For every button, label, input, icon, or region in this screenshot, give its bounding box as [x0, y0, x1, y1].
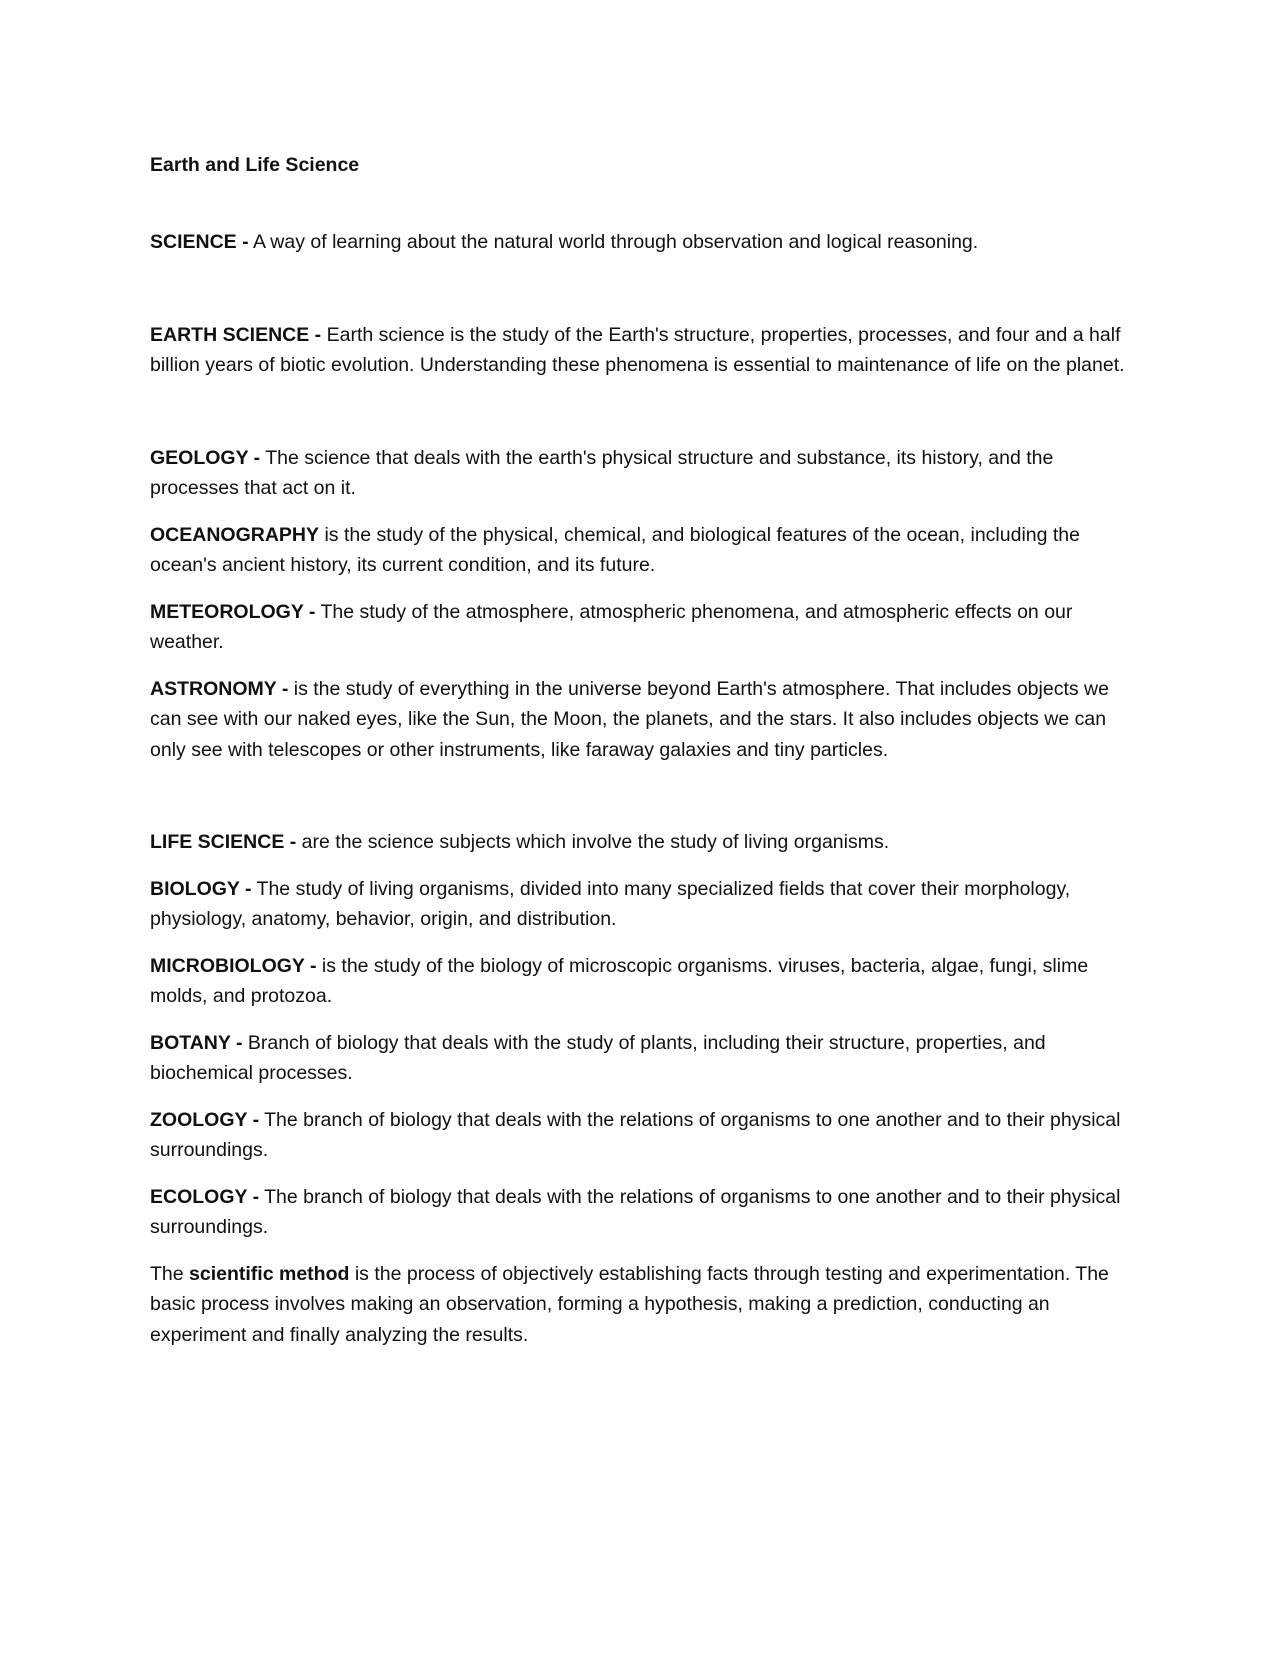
term-label: ZOOLOGY -	[150, 1108, 260, 1131]
definition-life-science	[150, 827, 1130, 858]
definition-biology	[150, 874, 1130, 935]
definition-text: is the study of everything in the universe beyond Earth's atmosphere. That includes objects we can see with our naked eyes, like the Sun, the Moon, the planets, and the stars. It also includes objects we can only see with telescopes or other instruments, like faraway galaxies and tiny particles.	[150, 677, 1109, 761]
term-label: BOTANY -	[150, 1031, 243, 1054]
definition-text: are the science subjects which involve the study of living organisms.	[296, 831, 890, 853]
definition-botany	[150, 1028, 1130, 1089]
spacer	[150, 1166, 1130, 1182]
term-label: EARTH SCIENCE -	[150, 323, 322, 346]
definition-text: Branch of biology that deals with the study of plants, including their structure, properties, and biochemical processes.	[150, 1031, 1046, 1084]
definition-text: The branch of biology that deals with the relations of organisms to one another and to their physical surroundings.	[150, 1185, 1121, 1238]
definition-geology	[150, 443, 1130, 504]
spacer	[150, 504, 1130, 520]
spacer	[150, 258, 1130, 320]
definition-text: The science that deals with the earth's physical structure and substance, its history, and the processes that act on it.	[150, 446, 1054, 499]
term-label: GEOLOGY -	[150, 446, 261, 469]
definition-text: The study of the atmosphere, atmospheric phenomena, and atmospheric effects on our weather.	[150, 600, 1073, 653]
spacer	[150, 858, 1130, 874]
definition-meteorology	[150, 597, 1130, 658]
document-title: Earth and Life Science	[150, 154, 360, 176]
term-label: MICROBIOLOGY -	[150, 954, 317, 977]
definition-oceanography	[150, 520, 1130, 581]
spacer	[150, 581, 1130, 597]
term-label: OCEANOGRAPHY	[150, 523, 320, 546]
term-label: scientific method	[189, 1262, 350, 1285]
definition-text: A way of learning about the natural world through observation and logical reasoning.	[248, 231, 979, 253]
definition-earth-science	[150, 320, 1130, 381]
definition-zoology	[150, 1105, 1130, 1166]
spacer	[150, 935, 1130, 951]
term-label: METEOROLOGY -	[150, 600, 316, 623]
spacer	[150, 180, 1130, 227]
paragraph-prefix: The	[150, 1262, 190, 1285]
definition-text: The branch of biology that deals with the relations of organisms to one another and to their physical surroundings.	[150, 1108, 1121, 1161]
definition-text: is the process of objectively establishing facts through testing and experimentation. The basic process involves making an observation, forming a hypothesis, making a prediction, conducting an experiment and finally analyzing the results.	[150, 1262, 1109, 1346]
definition-text: Earth science is the study of the Earth's structure, properties, processes, and four and a half billion years of biotic evolution. Understanding these phenomena is essential to maintenance of life on the planet.	[150, 323, 1125, 376]
term-label: ECOLOGY -	[150, 1185, 260, 1208]
spacer	[150, 658, 1130, 674]
spacer	[150, 1012, 1130, 1028]
definition-microbiology	[150, 951, 1130, 1012]
document-page	[150, 150, 1130, 1350]
spacer	[150, 1089, 1130, 1105]
term-label: SCIENCE -	[150, 231, 249, 253]
scientific-method-paragraph	[150, 1259, 1130, 1351]
definition-text: is the study of the physical, chemical, and biological features of the ocean, including the ocean's ancient history, its current condition, and its future.	[150, 523, 1080, 576]
term-label: BIOLOGY -	[150, 877, 252, 900]
spacer	[150, 1243, 1130, 1259]
term-label: ASTRONOMY -	[150, 677, 289, 700]
spacer	[150, 381, 1130, 443]
term-label: LIFE SCIENCE -	[150, 831, 297, 853]
definition-text: is the study of the biology of microscopic organisms. viruses, bacteria, algae, fungi, slime molds, and protozoa.	[150, 954, 1089, 1007]
definition-ecology	[150, 1182, 1130, 1243]
definition-text: The study of living organisms, divided into many specialized fields that cover their morphology, physiology, anatomy, behavior, origin, and distribution.	[150, 877, 1071, 930]
definition-science	[150, 227, 1130, 258]
definition-astronomy	[150, 674, 1130, 766]
spacer	[150, 765, 1130, 827]
